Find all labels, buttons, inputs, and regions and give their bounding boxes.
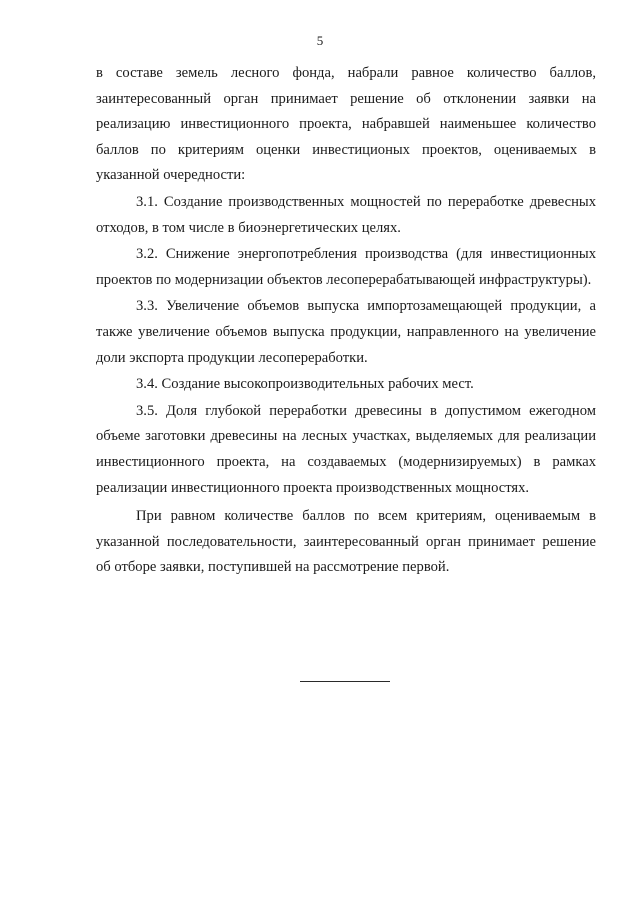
body-text: [96, 61, 596, 581]
paragraph-item-3-2: 3.2. Снижение энергопотребления производства (для инвестиционных проектов по модернизации объектов лесоперерабатывающей инфраструктуры).: [96, 246, 596, 288]
paragraph-item-3-4: 3.4. Создание высокопроизводительных рабочих мест.: [136, 376, 474, 393]
paragraph-continuation: в составе земель лесного фонда, набрали равное количество баллов, заинтересованный орган принимает решение об отклонении заявки на реализацию инвестиционного проекта, набравшей наименьшее количество баллов по критериям оценки инвестиционых проектов, оцениваемых в указанной очередности:: [96, 65, 596, 184]
paragraph-item-3-1: 3.1. Создание производственных мощностей по переработке древесных отходов, в том числе в биоэнергетических целях.: [96, 193, 596, 236]
paragraph-item-3-3: 3.3. Увеличение объемов выпуска импортозамещающей продукции, а также увеличение объемов выпуска продукции, направленного на увеличение доли экспорта продукции лесопереработки.: [96, 298, 596, 366]
paragraph-item-3-5: 3.5. Доля глубокой переработки древесины в допустимом ежегодном объеме заготовки древесины на лесных участках, выделяемых для реализации инвестиционного проекта, на создаваемых (модернизируемых) в рамках реализации инвестиционного проекта производственных мощностях.: [96, 402, 596, 496]
paragraph-tie-break-rule: При равном количестве баллов по всем критериям, оцениваемым в указанной последовательности, заинтересованный орган принимает решение об отборе заявки, поступившей на рассмотрение первой.: [96, 508, 596, 576]
end-separator-line: [300, 681, 390, 682]
page-number: 5: [316, 33, 324, 48]
